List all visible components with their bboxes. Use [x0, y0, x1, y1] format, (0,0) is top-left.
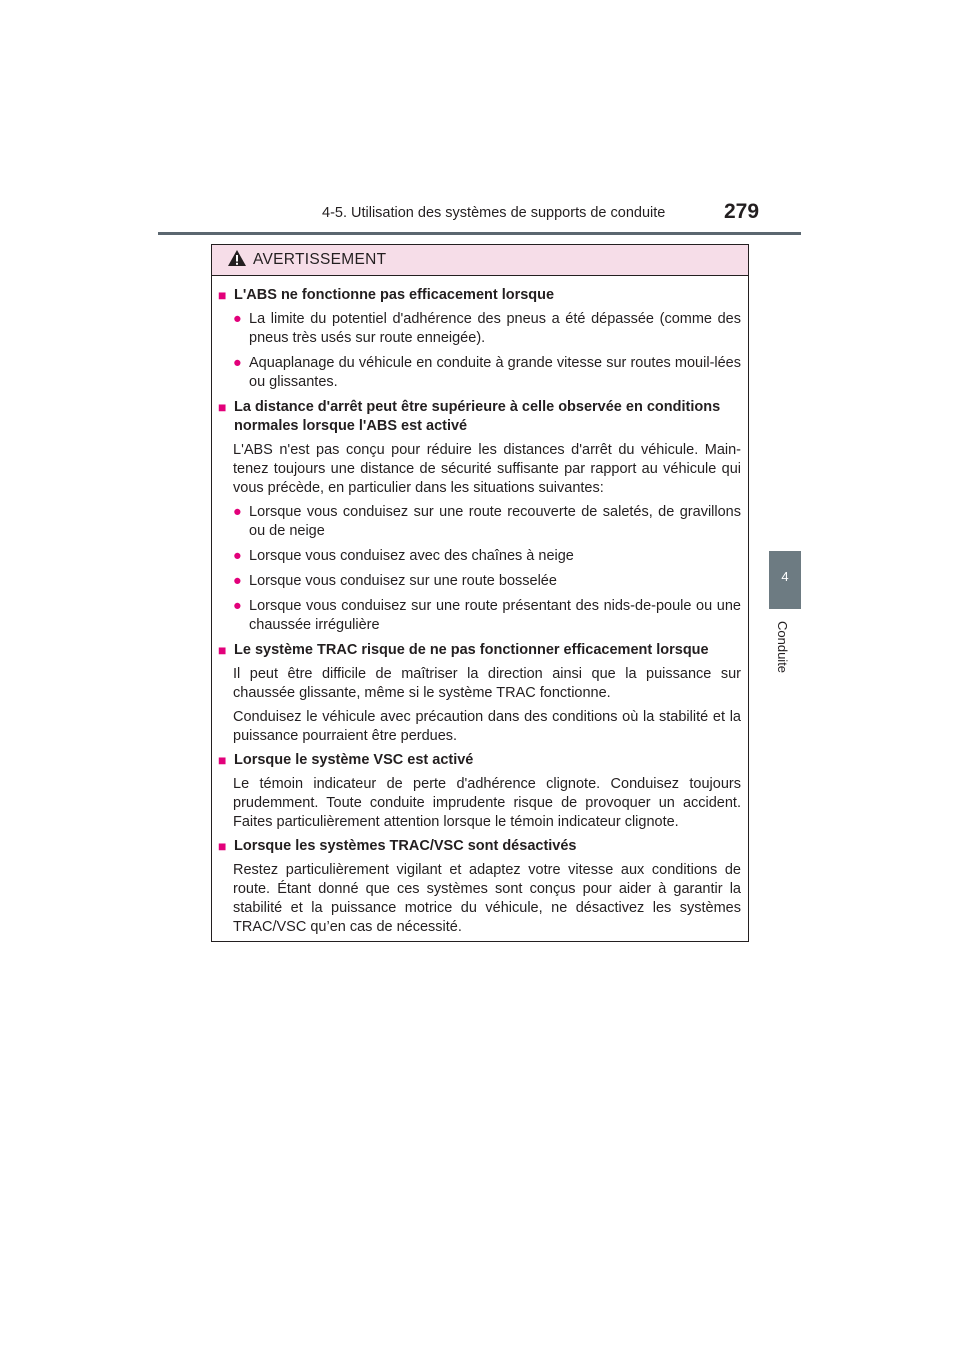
- list-item: [233, 597, 741, 635]
- chapter-label: Conduite: [775, 621, 790, 674]
- section-heading-text: Le système TRAC risque de ne pas fonctionner efficacement lorsque: [234, 642, 709, 658]
- square-bullet-icon: ■: [218, 399, 227, 415]
- section-heading: [218, 641, 741, 660]
- square-bullet-icon: ■: [218, 642, 227, 658]
- section-heading: [218, 837, 741, 856]
- header-title: 4-5. Utilisation des systèmes de supports de conduite: [322, 205, 666, 221]
- list-item: [233, 503, 741, 541]
- list-item-text: Lorsque vous conduisez sur une route présentant des nids-de-poule ou une chaussée irrégulière: [249, 598, 741, 633]
- square-bullet-icon: ■: [218, 287, 227, 303]
- page-number: 279: [724, 200, 760, 223]
- section-heading: [218, 286, 741, 305]
- round-bullet-icon: ●: [233, 504, 242, 520]
- section-paragraph: Le témoin indicateur de perte d'adhérence clignote. Conduisez toujours prudemment. Toute conduite imprudente risque de provoquer un accident. Faites particulièrement attention lorsque le témoin indicateur clignote.: [233, 776, 741, 830]
- section-paragraph: L'ABS n'est pas conçu pour réduire les distances d'arrêt du véhicule. Main-tenez toujours une distance de sécurité suffisante par rapport au véhicule qui vous précède, en particulier dans les situations suivantes:: [233, 442, 741, 496]
- warning-section: [218, 751, 741, 832]
- header-divider: [158, 232, 801, 235]
- list-item: [233, 572, 741, 591]
- list-item: [233, 547, 741, 566]
- section-heading: [218, 751, 741, 770]
- section-paragraph: Restez particulièrement vigilant et adaptez votre vitesse aux conditions de route. Étant donné que ces systèmes sont conçus pour aider à garantir la stabilité et la puissance motrice du véhicule, ne désactivez les systèmes TRAC/VSC qu’en cas de nécessité.: [233, 862, 741, 935]
- list-item-text: La limite du potentiel d'adhérence des pneus a été dépassée (comme des pneus très usés sur route enneigée).: [249, 311, 741, 346]
- section-heading-text: Lorsque les systèmes TRAC/VSC sont désactivés: [234, 838, 577, 854]
- section-heading: [218, 398, 741, 436]
- round-bullet-icon: ●: [233, 355, 242, 371]
- warning-section: [218, 837, 741, 937]
- warning-section: [218, 641, 741, 746]
- section-heading-text: Lorsque le système VSC est activé: [234, 752, 474, 768]
- list-item-text: Lorsque vous conduisez sur une route bosselée: [249, 573, 557, 589]
- warning-section: [218, 398, 741, 635]
- warning-triangle-icon: [227, 249, 247, 272]
- round-bullet-icon: ●: [233, 598, 242, 614]
- warning-box: [211, 244, 749, 942]
- round-bullet-icon: ●: [233, 311, 242, 327]
- chapter-tab: 4: [769, 551, 801, 609]
- section-paragraph: Il peut être difficile de maîtriser la direction ainsi que la puissance sur chaussée glissante, même si le système TRAC fonctionne.: [233, 666, 741, 701]
- list-item: [233, 310, 741, 348]
- list-item-text: Lorsque vous conduisez avec des chaînes à neige: [249, 548, 574, 564]
- list-item: [233, 354, 741, 392]
- list-item-text: Lorsque vous conduisez sur une route recouverte de saletés, de gravillons ou de neige: [249, 504, 741, 539]
- section-heading-text: La distance d'arrêt peut être supérieure à celle observée en conditions normales lorsque l'ABS est activé: [234, 399, 721, 434]
- warning-section: [218, 286, 741, 392]
- warning-body: [212, 276, 748, 937]
- square-bullet-icon: ■: [218, 838, 227, 854]
- round-bullet-icon: ●: [233, 573, 242, 589]
- square-bullet-icon: ■: [218, 752, 227, 768]
- list-item-text: Aquaplanage du véhicule en conduite à grande vitesse sur routes mouil-lées ou glissantes.: [249, 355, 741, 390]
- section-paragraph: Conduisez le véhicule avec précaution dans des conditions où la stabilité et la puissance pourraient être perdues.: [233, 709, 741, 744]
- section-heading-text: L'ABS ne fonctionne pas efficacement lorsque: [234, 287, 555, 303]
- warning-title: AVERTISSEMENT: [253, 251, 387, 268]
- warning-header: [212, 245, 748, 276]
- round-bullet-icon: ●: [233, 548, 242, 564]
